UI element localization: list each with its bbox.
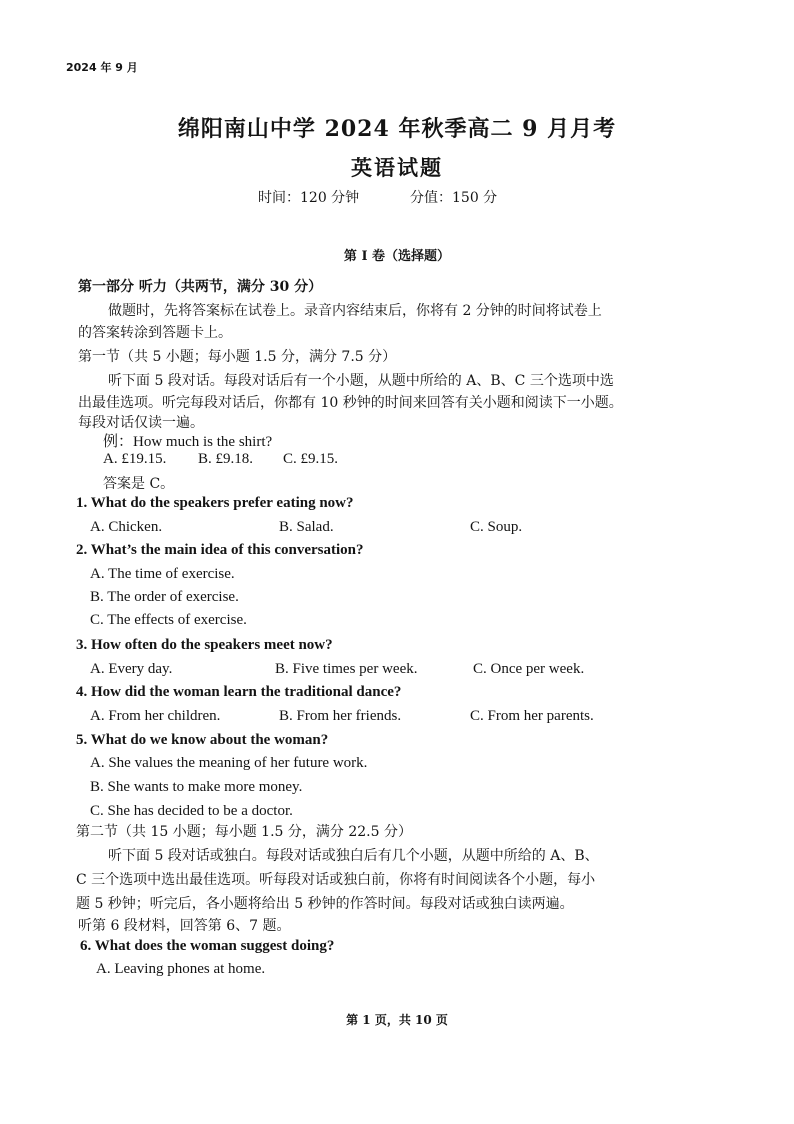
example-option: C. £9.15. [283, 451, 339, 467]
exam-title: 绵阳南山中学 2024 年秋季高二 9 月月考 [177, 116, 617, 142]
question-4-option-c: C. From her parents. [470, 708, 594, 724]
question-2-option-a: A. The time of exercise. [90, 566, 235, 582]
question-6: 6. What does the woman suggest doing? [80, 938, 335, 954]
part1-instruction-line: 的答案转涂到答题卡上。 [78, 325, 232, 341]
section2-heading: 第二节（共 15 小题；每小题 1.5 分，满分 22.5 分） [76, 824, 412, 840]
exam-date: 2024 年 9 月 [66, 61, 138, 74]
question-6-option-a: A. Leaving phones at home. [96, 961, 266, 977]
section1-instruction-line: 出最佳选项。听完每段对话后，你都有 10 秒钟的时间来回答有关小题和阅读下一小题。 [78, 395, 623, 411]
section1-instruction-line: 听下面 5 段对话。每段对话后有一个小题，从题中所给的 A、B、C 三个选项中选 [108, 373, 614, 389]
question-5-option-a: A. She values the meaning of her future work. [90, 755, 368, 771]
subject-title: 英语试题 [351, 155, 443, 180]
question-3-option-c: C. Once per week. [473, 661, 585, 677]
part1-heading: 第一部分 听力（共两节，满分 30 分） [78, 279, 323, 295]
question-3-option-b: B. Five times per week. [275, 661, 418, 677]
section2-instruction-line: 听第 6 段材料，回答第 6、7 题。 [78, 918, 291, 934]
part1-instruction-line: 做题时，先将答案标在试卷上。录音内容结束后，你将有 2 分钟的时间将试卷上 [108, 303, 602, 319]
question-1: 1. What do the speakers prefer eating now? [76, 495, 354, 511]
volume-heading: 第 I 卷（选择题） [343, 249, 451, 264]
question-2: 2. What’s the main idea of this conversation? [76, 542, 364, 558]
section1-instruction-line: 每段对话仅读一遍。 [78, 415, 204, 431]
example-answer: 答案是 C。 [103, 476, 175, 492]
question-5: 5. What do we know about the woman? [76, 732, 329, 748]
section1-heading: 第一节（共 5 小题；每小题 1.5 分，满分 7.5 分） [78, 349, 397, 365]
section2-instruction-line: C 三个选项中选出最佳选项。听每段对话或独白前，你将有时间阅读各个小题，每小 [76, 872, 596, 888]
question-5-option-b: B. She wants to make more money. [90, 779, 303, 795]
question-1-option-b: B. Salad. [279, 519, 334, 535]
section2-instruction-line: 听下面 5 段对话或独白。每段对话或独白后有几个小题，从题中所给的 A、B、 [108, 848, 599, 864]
question-2-option-b: B. The order of exercise. [90, 589, 239, 605]
question-3: 3. How often do the speakers meet now? [76, 637, 333, 653]
example-question: 例：How much is the shirt? [103, 434, 273, 450]
question-5-option-c: C. She has decided to be a doctor. [90, 803, 293, 819]
example-option: B. £9.18. [198, 451, 254, 467]
section2-instruction-line: 题 5 秒钟；听完后，各小题将给出 5 秒钟的作答时间。每段对话或独白读两遍。 [76, 896, 574, 912]
question-2-option-c: C. The effects of exercise. [90, 612, 247, 628]
exam-score: 分值：150 分 [410, 190, 498, 206]
exam-time: 时间：120 分钟 [258, 190, 360, 206]
question-4: 4. How did the woman learn the traditional dance? [76, 684, 402, 700]
question-1-option-c: C. Soup. [470, 519, 523, 535]
question-4-option-a: A. From her children. [90, 708, 221, 724]
question-4-option-b: B. From her friends. [279, 708, 402, 724]
question-1-option-a: A. Chicken. [90, 519, 163, 535]
question-3-option-a: A. Every day. [90, 661, 173, 677]
page-footer: 第 1 页，共 10 页 [346, 1013, 448, 1027]
example-option: A. £19.15. [103, 451, 167, 467]
